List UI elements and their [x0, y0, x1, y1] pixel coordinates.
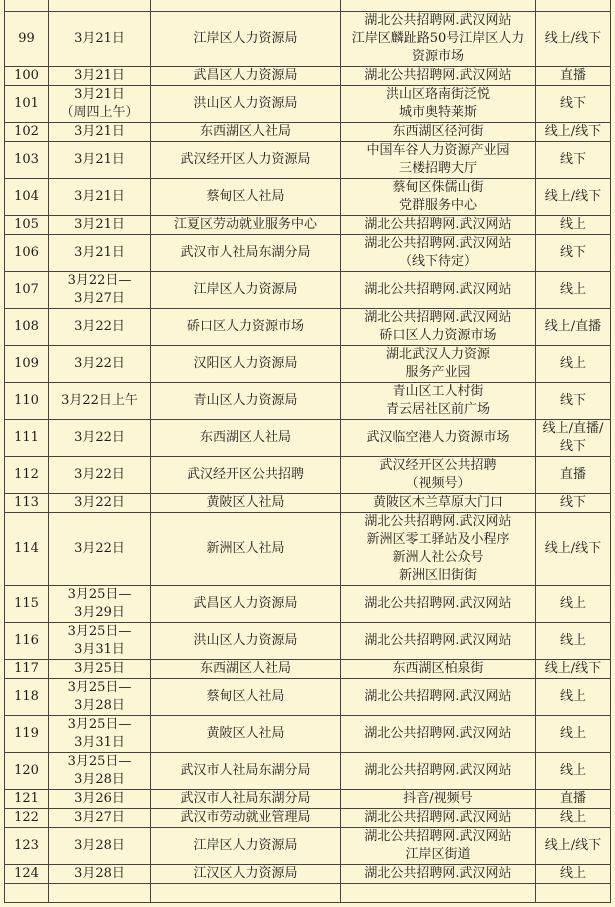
cell-location-line: 湖北公共招聘网.武汉网站: [364, 689, 512, 704]
cell-format-line: 线上: [559, 763, 586, 778]
cell-number: 119: [5, 716, 49, 753]
cell-organizer: [151, 67, 341, 86]
cell-organizer-line: 江岸区人力资源局: [193, 282, 298, 297]
cell-date-line: 3月21日: [74, 152, 125, 167]
cell-date-line: 3月21日: [74, 31, 125, 46]
cell-organizer-line: 蔡甸区人社局: [206, 689, 285, 704]
table-row: [5, 716, 611, 753]
table-row: [5, 513, 611, 586]
cell-date: [49, 716, 151, 753]
table-row: [5, 828, 611, 865]
cell-location: [341, 884, 536, 903]
cell-organizer: [151, 142, 341, 179]
cell-date-line: 3月28日: [74, 698, 125, 713]
cell-date-line: 3月31日: [74, 735, 125, 750]
cell-location: [341, 235, 536, 272]
table-row: [5, 309, 611, 346]
cell-format: [536, 383, 611, 420]
cell-organizer: [151, 179, 341, 216]
cell-organizer-line: 江岸区人力资源局: [193, 31, 298, 46]
cell-organizer-line: 东西湖区人社局: [199, 661, 291, 676]
cell-format: [536, 513, 611, 586]
cell-date: [49, 457, 151, 494]
cell-date: [49, 494, 151, 513]
job-fair-schedule-table: [4, 0, 611, 903]
cell-date-line: 3月22日: [74, 467, 125, 482]
cell-number: 110: [5, 383, 49, 420]
cell-date-line: 3月28日: [74, 866, 125, 881]
cell-date: [49, 865, 151, 884]
cell-location-line: 湖北公共招聘网.武汉网站: [364, 866, 512, 881]
cell-format: [536, 660, 611, 679]
cell-date-line: 3月25日—: [67, 717, 132, 732]
cell-format-line: 直播: [559, 467, 586, 482]
cell-format-line: 线上/线下: [544, 31, 602, 46]
cell-organizer: [151, 0, 341, 12]
cell-organizer: [151, 660, 341, 679]
cell-organizer-line: 武昌区人力资源局: [193, 596, 298, 611]
cell-location: [341, 309, 536, 346]
cell-date: [49, 0, 151, 12]
table-row: [5, 884, 611, 903]
cell-location-line: 湖北公共招聘网.武汉网站: [364, 829, 512, 844]
cell-organizer-line: 武汉市人社局东湖分局: [180, 763, 311, 778]
schedule-table-body: [5, 0, 611, 903]
cell-location-line: 江岸区麟趾路50号江岸区人力: [351, 31, 525, 46]
cell-location: [341, 809, 536, 828]
cell-date-line: 3月22日: [74, 319, 125, 334]
cell-format-line: 线上: [559, 217, 586, 232]
cell-location-line: 江岸区街道: [405, 847, 471, 862]
cell-location-line: 蔡甸区侏儒山街: [392, 180, 484, 195]
cell-location-line: 党群服务中心: [398, 198, 477, 213]
cell-format-line: 线下: [559, 393, 586, 408]
cell-number: 121: [5, 790, 49, 809]
cell-date: [49, 216, 151, 235]
cell-location: [341, 790, 536, 809]
cell-format: [536, 809, 611, 828]
cell-date: [49, 67, 151, 86]
cell-format: [536, 123, 611, 142]
cell-location: [341, 179, 536, 216]
cell-organizer-line: 江夏区劳动就业服务中心: [173, 217, 317, 232]
cell-format: [536, 235, 611, 272]
cell-location: [341, 828, 536, 865]
cell-organizer-line: 江汉区人力资源局: [193, 866, 298, 881]
cell-location-line: 新洲区旧街街: [398, 568, 477, 583]
cell-location: [341, 753, 536, 790]
cell-location: [341, 420, 536, 457]
cell-organizer: [151, 494, 341, 513]
cell-location: [341, 865, 536, 884]
cell-date: [49, 420, 151, 457]
cell-number: 101: [5, 86, 49, 123]
cell-format: [536, 179, 611, 216]
cell-organizer: [151, 383, 341, 420]
cell-format: [536, 494, 611, 513]
cell-location-line: 武汉经开区公共招聘: [379, 458, 497, 473]
cell-location-line: 湖北公共招聘网.武汉网站: [364, 310, 512, 325]
cell-date: [49, 809, 151, 828]
cell-location-line: （视频号）: [405, 476, 471, 491]
cell-date-line: 3月22日: [74, 541, 125, 556]
cell-location-line: 湖北公共招聘网.武汉网站: [364, 13, 512, 28]
cell-organizer-line: 洪山区人力资源局: [193, 96, 298, 111]
cell-format: [536, 272, 611, 309]
cell-date: [49, 12, 151, 67]
cell-location: [341, 660, 536, 679]
cell-date-line: 3月21日: [74, 217, 125, 232]
cell-number: 113: [5, 494, 49, 513]
cell-format: [536, 309, 611, 346]
table-row: [5, 383, 611, 420]
cell-organizer: [151, 86, 341, 123]
cell-number: 112: [5, 457, 49, 494]
cell-format: [536, 716, 611, 753]
cell-organizer-line: 武汉市人社局东湖分局: [180, 791, 311, 806]
cell-format-line: 线上: [559, 282, 586, 297]
table-row: [5, 679, 611, 716]
cell-organizer: [151, 457, 341, 494]
cell-date: [49, 513, 151, 586]
cell-format-line: 线上: [559, 689, 586, 704]
cell-format-line: 直播: [559, 791, 586, 806]
cell-date: [49, 660, 151, 679]
table-row: [5, 494, 611, 513]
cell-date: [49, 309, 151, 346]
cell-organizer-line: 新洲区人社局: [206, 541, 285, 556]
cell-location: [341, 67, 536, 86]
table-row: [5, 67, 611, 86]
cell-date-line: 3月27日: [74, 291, 125, 306]
cell-format: [536, 12, 611, 67]
cell-organizer-line: 武汉经开区人力资源局: [180, 152, 311, 167]
cell-organizer-line: 黄陂区人社局: [206, 495, 285, 510]
cell-location-line: 青云居社区前广场: [385, 402, 490, 417]
cell-location: [341, 623, 536, 660]
cell-format-line: 线下: [559, 152, 586, 167]
cell-number: 120: [5, 753, 49, 790]
cell-date: [49, 790, 151, 809]
cell-number: 109: [5, 346, 49, 383]
cell-date-line: 3月31日: [74, 642, 125, 657]
table-row: [5, 0, 611, 12]
cell-location-line: 硚口区人力资源市场: [379, 328, 497, 343]
table-row: [5, 420, 611, 457]
cell-number: 107: [5, 272, 49, 309]
cell-date-line: 3月28日: [74, 838, 125, 853]
cell-location-line: 青山区工人村街: [392, 384, 484, 399]
cell-organizer-line: 东西湖区人社局: [199, 430, 291, 445]
cell-format-line: 线下: [559, 245, 586, 260]
cell-number: 104: [5, 179, 49, 216]
cell-date-line: 3月22日上午: [61, 393, 138, 408]
cell-format-line: 线上: [559, 726, 586, 741]
cell-location: [341, 12, 536, 67]
cell-location-line: 武汉临空港人力资源市场: [366, 430, 510, 445]
cell-date: [49, 623, 151, 660]
cell-number: 117: [5, 660, 49, 679]
cell-organizer: [151, 586, 341, 623]
cell-location-line: 新洲人社公众号: [392, 550, 484, 565]
cell-date: [49, 383, 151, 420]
cell-location: [341, 86, 536, 123]
cell-date-line: 3月25日: [74, 661, 125, 676]
cell-organizer-line: 武汉市劳动就业管理局: [180, 810, 311, 825]
cell-location-line: 湖北公共招聘网.武汉网站: [364, 633, 512, 648]
cell-organizer: [151, 679, 341, 716]
cell-location-line: 洪山区珞南街泛悦: [385, 87, 490, 102]
cell-format-line: 线下: [559, 96, 586, 111]
cell-location-line: 东西湖区柏泉街: [392, 661, 484, 676]
table-row: [5, 86, 611, 123]
cell-format-line: 线上/线下: [544, 189, 602, 204]
cell-organizer: [151, 12, 341, 67]
cell-organizer: [151, 420, 341, 457]
table-row: [5, 12, 611, 67]
cell-organizer: [151, 309, 341, 346]
cell-format: [536, 216, 611, 235]
cell-location: [341, 457, 536, 494]
cell-number: 124: [5, 865, 49, 884]
cell-format-line: 线上/线下: [544, 541, 602, 556]
cell-date-line: 3月22日: [74, 495, 125, 510]
cell-location-line: 湖北公共招聘网.武汉网站: [364, 763, 512, 778]
cell-format: [536, 142, 611, 179]
cell-organizer-line: 江岸区人力资源局: [193, 838, 298, 853]
cell-date-line: （周四上午）: [60, 105, 139, 120]
cell-date-line: 3月22日—: [67, 273, 132, 288]
cell-number: 102: [5, 123, 49, 142]
cell-location: [341, 216, 536, 235]
cell-location: [341, 716, 536, 753]
cell-date-line: 3月21日: [74, 124, 125, 139]
cell-number: 111: [5, 420, 49, 457]
table-row: [5, 753, 611, 790]
table-row: [5, 235, 611, 272]
table-row: [5, 123, 611, 142]
cell-organizer-line: 武昌区人力资源局: [193, 68, 298, 83]
cell-location-line: 湖北公共招聘网.武汉网站: [364, 596, 512, 611]
table-row: [5, 457, 611, 494]
cell-organizer: [151, 753, 341, 790]
cell-location-line: 中国车谷人力资源产业园: [366, 143, 510, 158]
cell-organizer: [151, 346, 341, 383]
table-row: [5, 586, 611, 623]
cell-date-line: 3月21日: [74, 68, 125, 83]
cell-location-line: 黄陂区木兰草原大门口: [372, 495, 503, 510]
cell-organizer: [151, 790, 341, 809]
cell-format: [536, 346, 611, 383]
cell-date-line: 3月22日: [74, 430, 125, 445]
cell-number: 123: [5, 828, 49, 865]
table-row: [5, 142, 611, 179]
cell-number: 118: [5, 679, 49, 716]
cell-location: [341, 346, 536, 383]
cell-date: [49, 86, 151, 123]
cell-organizer: [151, 623, 341, 660]
cell-location: [341, 0, 536, 12]
cell-location-line: 湖北公共招聘网.武汉网站: [364, 810, 512, 825]
cell-date: [49, 235, 151, 272]
cell-location: [341, 494, 536, 513]
cell-format-line: 直播: [559, 68, 586, 83]
cell-number: 99: [5, 12, 49, 67]
cell-location-line: 服务产业园: [405, 365, 471, 380]
table-row: [5, 865, 611, 884]
cell-organizer: [151, 828, 341, 865]
cell-format: [536, 753, 611, 790]
cell-number: 105: [5, 216, 49, 235]
cell-location-line: 湖北公共招聘网.武汉网站: [364, 514, 512, 529]
cell-date: [49, 884, 151, 903]
cell-organizer-line: 青山区人力资源局: [193, 393, 298, 408]
table-row: [5, 623, 611, 660]
table-row: [5, 272, 611, 309]
cell-date-line: 3月25日—: [67, 587, 132, 602]
cell-location-line: 湖北公共招聘网.武汉网站: [364, 68, 512, 83]
cell-organizer-line: 黄陂区人社局: [206, 726, 285, 741]
cell-organizer: [151, 884, 341, 903]
cell-location-line: 三楼招聘大厅: [398, 161, 477, 176]
cell-number: 122: [5, 809, 49, 828]
cell-location: [341, 123, 536, 142]
cell-organizer: [151, 513, 341, 586]
cell-number: 114: [5, 513, 49, 586]
cell-format: [536, 0, 611, 12]
cell-format: [536, 828, 611, 865]
cell-format-line: 线上/线下: [544, 838, 602, 853]
cell-format-line: 线上/线下: [544, 661, 602, 676]
cell-location-line: 湖北公共招聘网.武汉网站: [364, 236, 512, 251]
cell-number: 106: [5, 235, 49, 272]
cell-number: 100: [5, 67, 49, 86]
cell-location: [341, 513, 536, 586]
cell-format: [536, 679, 611, 716]
cell-format-line: 线上: [559, 866, 586, 881]
cell-location: [341, 383, 536, 420]
cell-number: [5, 0, 49, 12]
cell-format-line: 线上/线下: [544, 124, 602, 139]
cell-format-line: 线下: [559, 439, 586, 454]
cell-format: [536, 86, 611, 123]
cell-date-line: 3月27日: [74, 810, 125, 825]
cell-date-line: 3月21日: [74, 245, 125, 260]
table-row: [5, 790, 611, 809]
cell-number: [5, 884, 49, 903]
cell-location-line: 湖北武汉人力资源: [385, 347, 490, 362]
cell-date-line: 3月29日: [74, 605, 125, 620]
cell-location: [341, 586, 536, 623]
cell-date-line: 3月25日—: [67, 680, 132, 695]
cell-date-line: 3月25日—: [67, 754, 132, 769]
cell-format-line: 线上: [559, 596, 586, 611]
cell-date-line: 3月21日: [74, 87, 125, 102]
cell-date-line: 3月28日: [74, 772, 125, 787]
cell-organizer-line: 硚口区人力资源市场: [186, 319, 304, 334]
cell-location: [341, 679, 536, 716]
cell-location-line: 湖北公共招聘网.武汉网站: [364, 726, 512, 741]
cell-date-line: 3月25日—: [67, 624, 132, 639]
cell-date: [49, 272, 151, 309]
cell-location-line: 湖北公共招聘网.武汉网站: [364, 282, 512, 297]
table-row: [5, 346, 611, 383]
cell-format-line: 线上: [559, 810, 586, 825]
cell-location: [341, 272, 536, 309]
cell-organizer: [151, 865, 341, 884]
cell-date-line: 3月21日: [74, 189, 125, 204]
cell-format: [536, 865, 611, 884]
cell-date: [49, 123, 151, 142]
cell-format: [536, 790, 611, 809]
cell-number: 108: [5, 309, 49, 346]
cell-location-line: 抖音/视频号: [403, 791, 473, 806]
cell-organizer: [151, 235, 341, 272]
cell-organizer-line: 汉阳区人力资源局: [193, 356, 298, 371]
cell-date: [49, 346, 151, 383]
cell-format: [536, 457, 611, 494]
cell-date: [49, 586, 151, 623]
cell-location-line: 城市奥特莱斯: [398, 105, 477, 120]
cell-organizer-line: 武汉市人社局东湖分局: [180, 245, 311, 260]
cell-number: 116: [5, 623, 49, 660]
cell-number: 115: [5, 586, 49, 623]
cell-date: [49, 179, 151, 216]
cell-format-line: 线下: [559, 495, 586, 510]
cell-number: 103: [5, 142, 49, 179]
cell-format: [536, 586, 611, 623]
cell-location-line: （线下待定）: [398, 254, 477, 269]
cell-format-line: 线上: [559, 356, 586, 371]
cell-format: [536, 884, 611, 903]
cell-format: [536, 420, 611, 457]
cell-location-line: 东西湖区径河街: [392, 124, 484, 139]
cell-organizer: [151, 216, 341, 235]
cell-organizer-line: 武汉经开区公共招聘: [186, 467, 304, 482]
cell-format: [536, 67, 611, 86]
cell-organizer-line: 洪山区人力资源局: [193, 633, 298, 648]
cell-date: [49, 753, 151, 790]
table-row: [5, 660, 611, 679]
cell-format-line: 线上/直播: [544, 319, 602, 334]
cell-organizer-line: 蔡甸区人社局: [206, 189, 285, 204]
cell-location: [341, 142, 536, 179]
cell-date-line: 3月22日: [74, 356, 125, 371]
cell-date-line: 3月26日: [74, 791, 125, 806]
table-row: [5, 216, 611, 235]
cell-location-line: 湖北公共招聘网.武汉网站: [364, 217, 512, 232]
cell-organizer: [151, 123, 341, 142]
table-row: [5, 179, 611, 216]
cell-date: [49, 142, 151, 179]
cell-organizer: [151, 716, 341, 753]
cell-format-line: 线上/直播/: [542, 421, 604, 436]
cell-date: [49, 828, 151, 865]
cell-organizer: [151, 809, 341, 828]
table-row: [5, 809, 611, 828]
cell-format: [536, 623, 611, 660]
cell-format-line: 线上: [559, 633, 586, 648]
cell-organizer: [151, 272, 341, 309]
cell-location-line: 新洲区零工驿站及小程序: [366, 532, 510, 547]
cell-location-line: 资源市场: [411, 49, 464, 64]
cell-date: [49, 679, 151, 716]
cell-organizer-line: 东西湖区人社局: [199, 124, 291, 139]
